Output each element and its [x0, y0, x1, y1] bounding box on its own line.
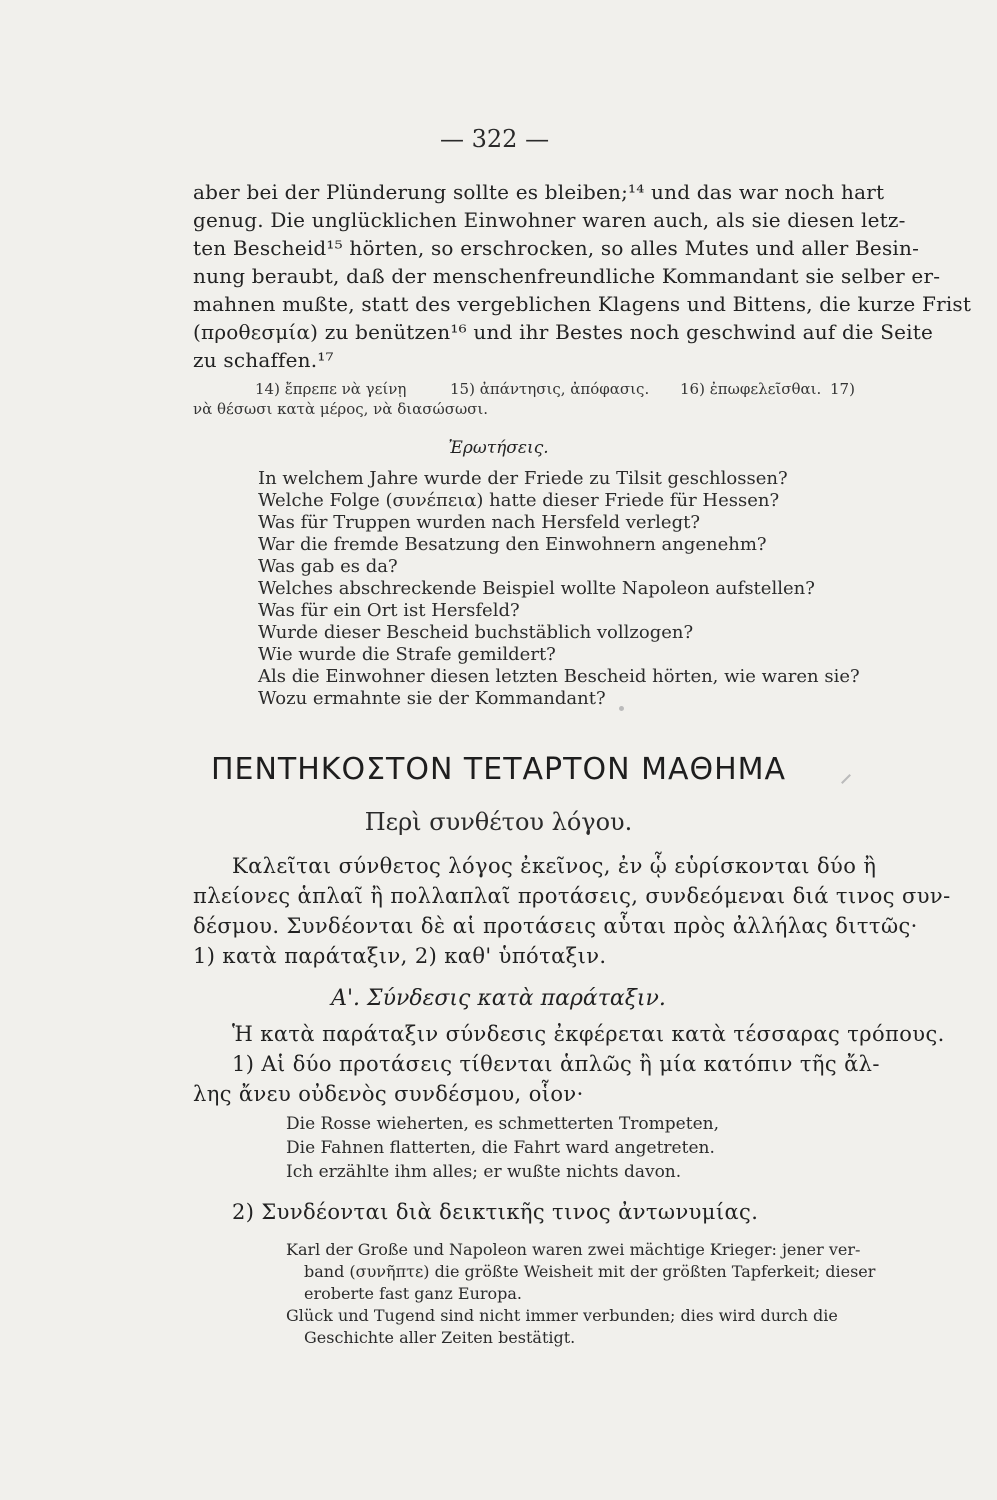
- question: Als die Einwohner diesen letzten Bescheid hörten, wie waren sie?: [258, 666, 860, 687]
- intro-line: πλείονες ἁπλαῖ ἢ πολλαπλαῖ προτάσεις, συνδεόμεναι διά τινος συν-: [193, 884, 951, 908]
- intro-line: δέσμου. Συνδέονται δὲ αἱ προτάσεις αὗται πρὸς ἀλλήλας διττῶς·: [193, 914, 918, 938]
- paragraph-line: mahnen mußte, statt des vergeblichen Klagens und Bittens, die kurze Frist: [193, 292, 972, 316]
- point-2: 2) Συνδέονται διὰ δεικτικῆς τινος ἀντωνυμίας.: [232, 1200, 759, 1224]
- footnote-17-text: νὰ θέσωσι κατὰ μέρος, νὰ διασώσωσι.: [193, 400, 489, 418]
- paragraph-line: ten Bescheid¹⁵ hörten, so erschrocken, so alles Mutes und aller Besin-: [193, 236, 920, 260]
- questions-heading: Ἐρωτήσεις.: [448, 438, 549, 458]
- example-line: Die Rosse wieherten, es schmetterten Trompeten,: [286, 1114, 719, 1134]
- paragraph-line: zu schaffen.¹⁷: [193, 348, 334, 372]
- section-line: λης ἄνευ οὐδενὸς συνδέσμου, οἷον·: [193, 1082, 584, 1106]
- footnote-17: 17): [830, 380, 855, 398]
- question: Welches abschreckende Beispiel wollte Napoleon aufstellen?: [258, 578, 815, 599]
- paragraph-line: aber bei der Plünderung sollte es bleiben;¹⁴ und das war noch hart: [193, 180, 885, 204]
- question: Was für ein Ort ist Hersfeld?: [258, 600, 520, 621]
- question: Welche Folge (συνέπεια) hatte dieser Friede für Hessen?: [258, 490, 780, 511]
- example-line: Ich erzählte ihm alles; er wußte nichts davon.: [286, 1162, 682, 1182]
- footnote-15: 15) ἀπάντησις, ἀπόφασις.: [450, 380, 650, 398]
- section-line: 1) Αἱ δύο προτάσεις τίθενται ἁπλῶς ἢ μία κατόπιν τῆς ἄλ-: [232, 1052, 880, 1076]
- question: Wie wurde die Strafe gemildert?: [258, 644, 556, 665]
- section-heading: Α'. Σύνδεσις κατὰ παράταξιν.: [331, 986, 666, 1011]
- question: Wozu ermahnte sie der Kommandant?: [258, 688, 606, 709]
- example-line: Glück und Tugend sind nicht immer verbunden; dies wird durch die: [286, 1306, 838, 1325]
- question: Was für Truppen wurden nach Hersfeld verlegt?: [258, 512, 700, 533]
- paragraph-line: (προθεσμία) zu benützen¹⁶ und ihr Bestes noch geschwind auf die Seite: [193, 320, 934, 344]
- lesson-title: ΠΕΝΤΗΚΟΣΤΟΝ ΤΕΤΑΡΤΟΝ ΜΑΘΗΜΑ: [210, 752, 787, 787]
- ink-speck: [619, 706, 624, 711]
- footnote-16: 16) ἐπωφελεῖσθαι.: [680, 380, 822, 398]
- paragraph-line: nung beraubt, daß der menschenfreundliche Kommandant sie selber er-: [193, 264, 941, 288]
- question: In welchem Jahre wurde der Friede zu Tilsit geschlossen?: [258, 468, 788, 489]
- intro-line: 1) κατὰ παράταξιν, 2) καθ' ὑπόταξιν.: [193, 944, 607, 968]
- footnote-14: 14) ἔπρεπε νὰ γείνῃ: [255, 380, 407, 398]
- question: Was gab es da?: [258, 556, 398, 577]
- page-number: — 322 —: [440, 125, 550, 153]
- section-line: Ἡ κατὰ παράταξιν σύνδεσις ἐκφέρεται κατὰ τέσσαρας τρόπους.: [232, 1022, 945, 1046]
- question: Wurde dieser Bescheid buchstäblich vollzogen?: [258, 622, 694, 643]
- example-line: Karl der Große und Napoleon waren zwei mächtige Krieger: jener ver-: [286, 1240, 861, 1259]
- intro-line: Καλεῖται σύνθετος λόγος ἐκεῖνος, ἐν ᾧ εὑρίσκονται δύο ἢ: [232, 854, 877, 878]
- lesson-subtitle: Περὶ συνθέτου λόγου.: [364, 808, 633, 836]
- question: War die fremde Besatzung den Einwohnern angenehm?: [258, 534, 767, 555]
- paragraph-line: genug. Die unglücklichen Einwohner waren auch, als sie diesen letz-: [193, 208, 906, 232]
- example-line: Geschichte aller Zeiten bestätigt.: [304, 1328, 576, 1347]
- example-line: Die Fahnen flatterten, die Fahrt ward angetreten.: [286, 1138, 715, 1158]
- example-line: band (συνῆπτε) die größte Weisheit mit der größten Tapferkeit; dieser: [304, 1262, 876, 1281]
- example-line: eroberte fast ganz Europa.: [304, 1284, 523, 1303]
